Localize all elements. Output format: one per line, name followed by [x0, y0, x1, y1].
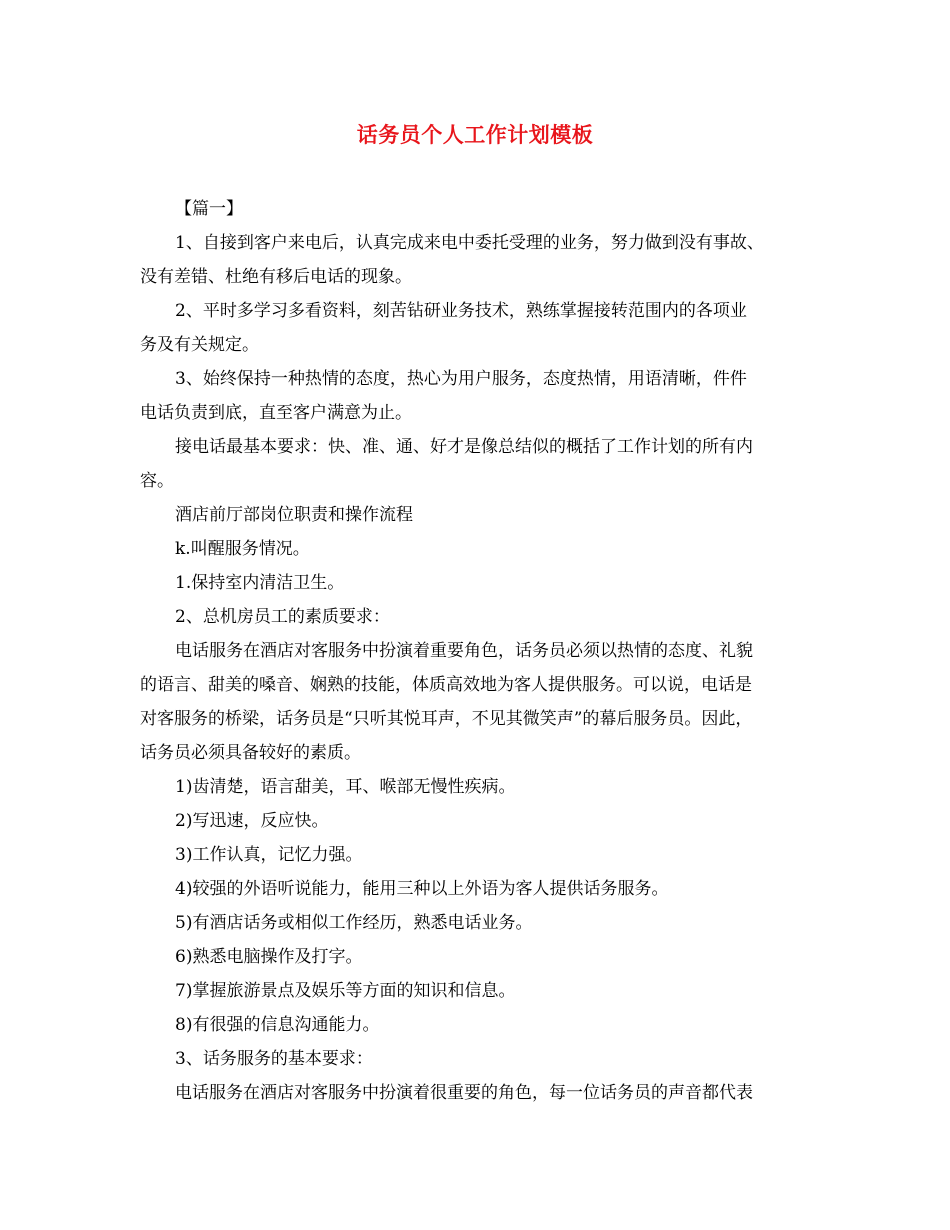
text-line: 的语言、甜美的嗓音、娴熟的技能，体质高效地为客人提供服务。可以说，电话是 — [140, 675, 752, 695]
text-line: 4)较强的外语听说能力，能用三种以上外语为客人提供话务服务。 — [175, 879, 669, 899]
text-line: 8)有很强的信息沟通能力。 — [175, 1015, 380, 1035]
text-line: 6)熟悉电脑操作及打字。 — [175, 947, 363, 967]
text-line: 容。 — [140, 471, 174, 491]
text-line: 对客服务的桥梁，话务员是“只听其悦耳声，不见其微笑声”的幕后服务员。因此， — [140, 709, 753, 729]
text-line: 3、始终保持一种热情的态度，热心为用户服务，态度热情，用语清晰，件件 — [175, 369, 747, 389]
text-line: 2)写迅速，反应快。 — [175, 811, 329, 831]
text-line: 2、总机房员工的素质要求： — [175, 607, 390, 627]
text-line: 1、自接到客户来电后，认真完成来电中委托受理的业务，努力做到没有事故、 — [175, 233, 764, 253]
text-line: 电话服务在酒店对客服务中扮演着重要角色，话务员必须以热情的态度、礼貌 — [175, 641, 753, 661]
text-line: 1)齿清楚，语言甜美，耳、喉部无慢性疾病。 — [175, 777, 516, 797]
text-line: k.叫醒服务情况。 — [175, 539, 310, 559]
text-line: 7)掌握旅游景点及娱乐等方面的知识和信息。 — [175, 981, 516, 1001]
text-line: 【篇一】 — [175, 199, 243, 219]
document-body — [140, 192, 830, 1110]
text-line: 3)工作认真，记忆力强。 — [175, 845, 363, 865]
text-line: 话务员必须具备较好的素质。 — [140, 743, 361, 763]
text-line: 电话负责到底，直至客户满意为止。 — [140, 403, 412, 423]
text-line: 务及有关规定。 — [140, 335, 259, 355]
document-title: 话务员个人工作计划模板 — [356, 123, 594, 147]
text-line: 接电话最基本要求：快、准、通、好才是像总结似的概括了工作计划的所有内 — [175, 437, 753, 457]
text-line: 没有差错、杜绝有移后电话的现象。 — [140, 267, 412, 287]
text-line: 酒店前厅部岗位职责和操作流程 — [175, 505, 413, 525]
text-line: 电话服务在酒店对客服务中扮演着很重要的角色，每一位话务员的声音都代表 — [175, 1083, 753, 1103]
text-line: 1.保持室内清洁卫生。 — [175, 573, 345, 593]
text-line: 2、平时多学习多看资料，刻苦钻研业务技术，熟练掌握接转范围内的各项业 — [175, 301, 747, 321]
text-line: 5)有酒店话务或相似工作经历，熟悉电话业务。 — [175, 913, 533, 933]
text-line: 3、话务服务的基本要求： — [175, 1049, 373, 1069]
